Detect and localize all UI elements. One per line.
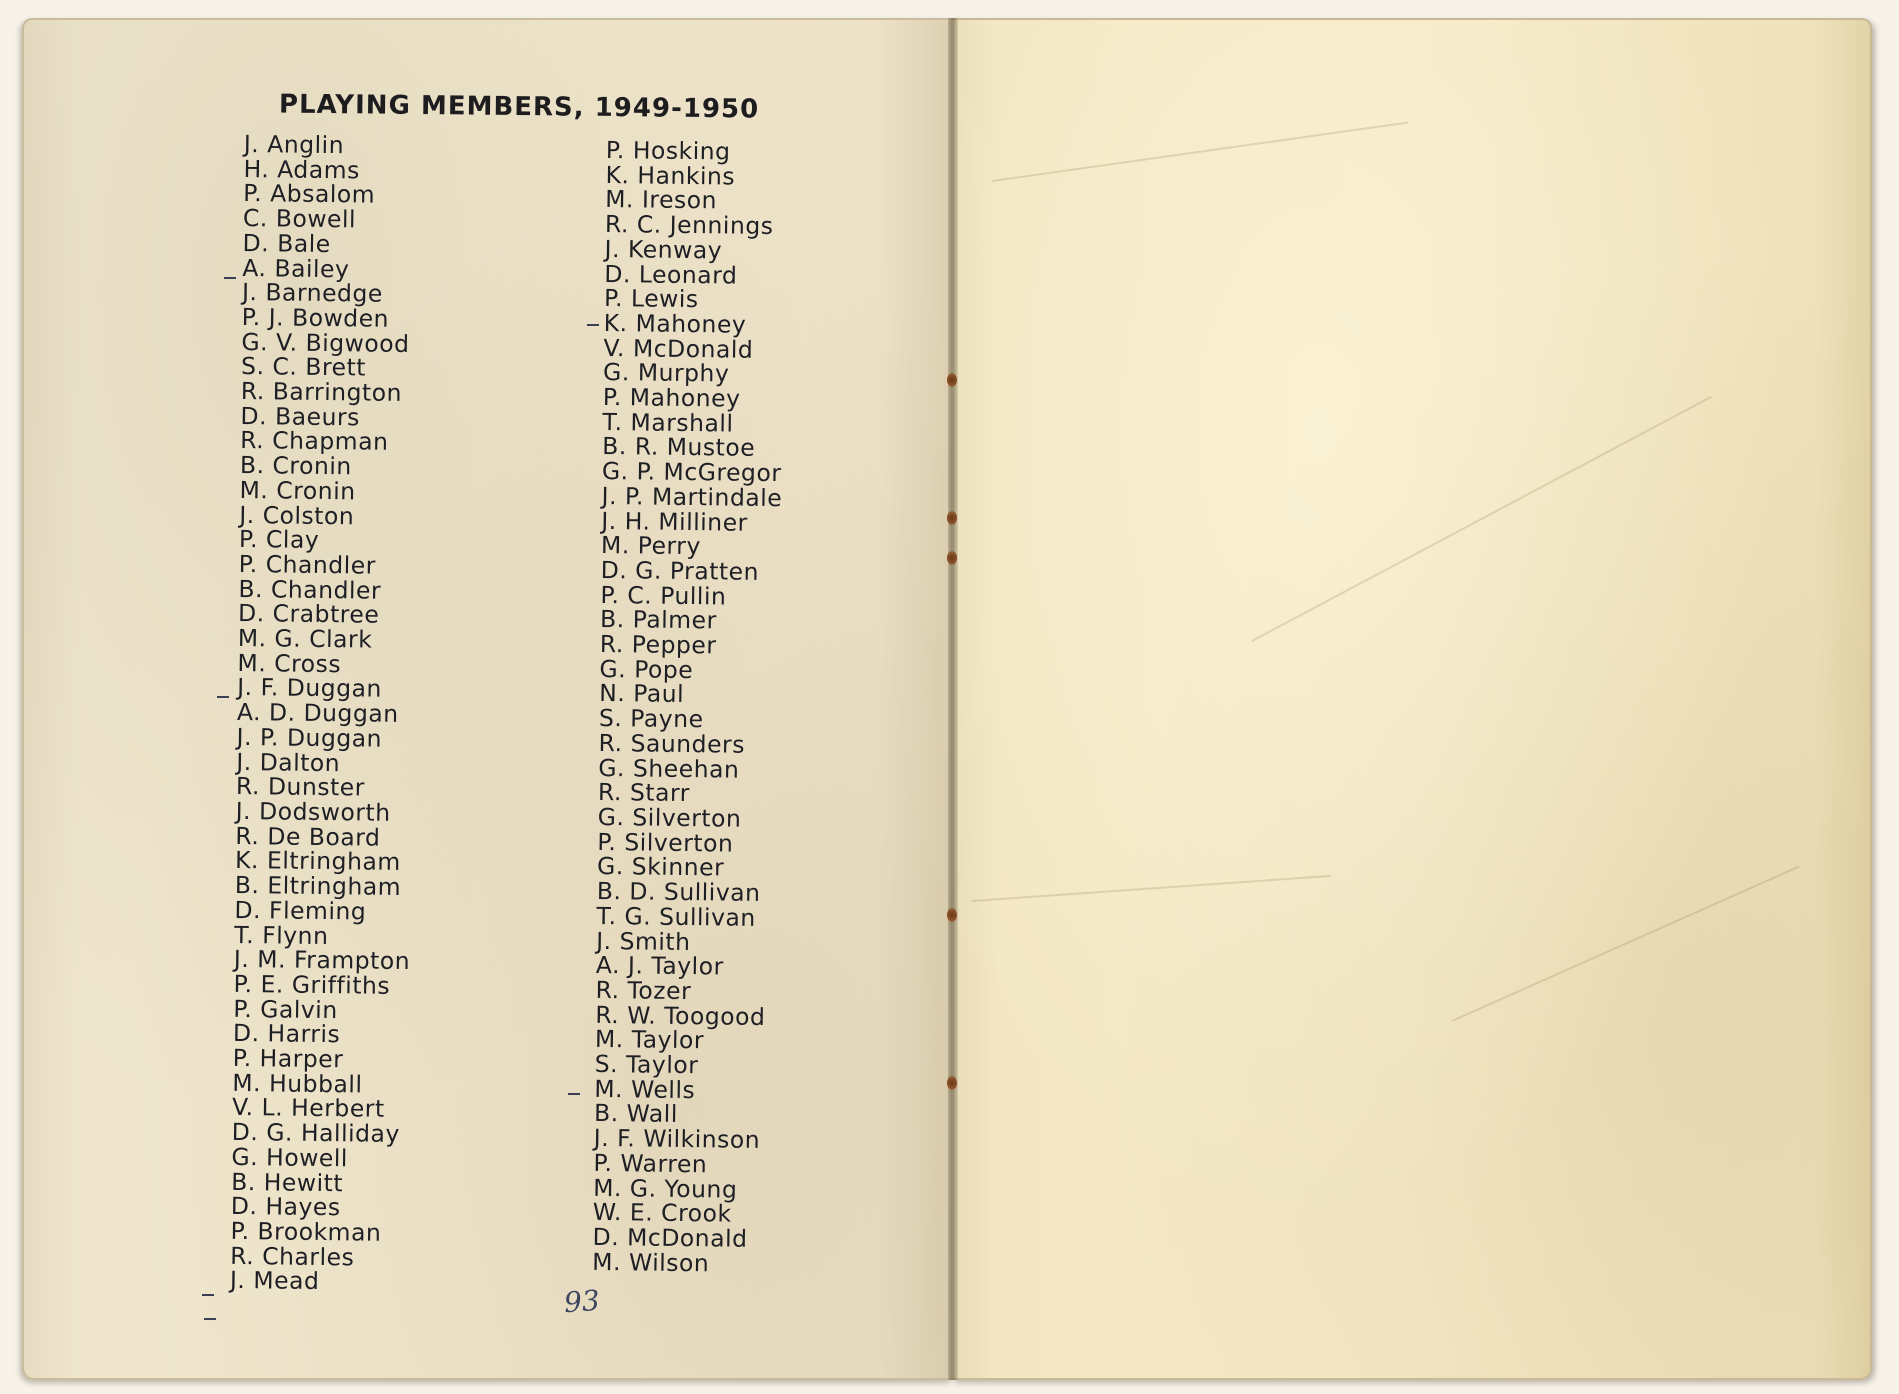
member-name: M. G. Clark: [237, 624, 373, 654]
member-name: P. Lewis: [603, 284, 699, 314]
member-name: N. Paul: [599, 679, 685, 709]
member-name: W. E. Crook: [592, 1198, 732, 1228]
member-name: P. J. Bowden: [241, 302, 390, 333]
left-page: [22, 18, 952, 1380]
member-name: G. Sheehan: [598, 753, 740, 784]
member-name: M. Hubball: [232, 1068, 363, 1099]
member-name: P. Mahoney: [602, 383, 741, 413]
member-name: S. Payne: [598, 704, 704, 734]
member-name: G. Pope: [599, 654, 694, 684]
member-name: S. C. Brett: [240, 352, 367, 382]
member-name: R. Starr: [597, 778, 691, 808]
member-name: K. Mahoney: [603, 308, 747, 339]
staple-hole: [947, 908, 957, 922]
member-name: J. Dodsworth: [235, 796, 391, 827]
member-name: P. Brookman: [230, 1216, 382, 1247]
member-name: D. Crabtree: [237, 599, 380, 630]
member-name: A. D. Duggan: [236, 698, 399, 729]
handwritten-count: 93: [562, 1283, 601, 1320]
member-list-column-1: [230, 132, 420, 1295]
member-name: P. Galvin: [233, 994, 338, 1024]
member-name: B. R. Mustoe: [602, 432, 756, 463]
member-name: B. Chandler: [238, 574, 382, 605]
member-name: R. Dunster: [235, 772, 366, 802]
member-name: G. Skinner: [596, 852, 725, 882]
member-name: J. P. Duggan: [236, 722, 383, 753]
member-name: B. Eltringham: [234, 871, 402, 902]
member-name: P. Absalom: [243, 179, 376, 210]
member-name: R. Tozer: [595, 975, 692, 1006]
member-name: R. Charles: [230, 1241, 355, 1272]
member-name: J. Colston: [239, 500, 355, 530]
pencil-tick-mark: [224, 277, 236, 279]
member-name: J. F. Wilkinson: [593, 1124, 761, 1155]
member-name: J. Smith: [596, 926, 691, 956]
member-name: R. Barrington: [240, 377, 403, 407]
member-name: D. Fleming: [234, 895, 367, 926]
member-name: G. Silverton: [597, 802, 742, 833]
member-name: D. Bale: [242, 228, 331, 258]
member-name: B. D. Sullivan: [596, 877, 761, 908]
member-name: S. Taylor: [594, 1049, 699, 1080]
member-name: M. Perry: [600, 531, 702, 561]
member-name: M. Taylor: [594, 1025, 705, 1055]
member-name: M. Wilson: [592, 1247, 710, 1277]
pencil-tick-mark: [217, 696, 229, 698]
member-list-column-2: [592, 138, 786, 1276]
booklet-spine: [948, 18, 958, 1380]
member-name: P. Hosking: [605, 136, 731, 166]
pencil-tick-mark: [204, 1318, 216, 1320]
pencil-tick-mark: [202, 1294, 214, 1296]
member-name: P. C. Pullin: [600, 580, 727, 611]
member-name: M. Cronin: [239, 475, 356, 506]
member-name: T. Marshall: [602, 407, 734, 438]
member-name: M. Wells: [594, 1074, 696, 1104]
member-name: A. J. Taylor: [595, 951, 724, 981]
member-name: D. Leonard: [604, 259, 738, 290]
member-name: D. G. Halliday: [231, 1118, 401, 1149]
member-name: P. Clay: [238, 525, 320, 555]
member-name: D. G. Pratten: [600, 555, 760, 586]
paper-crease: [972, 875, 1331, 902]
member-name: P. Harper: [232, 1043, 344, 1074]
member-name: R. W. Toogood: [595, 1000, 766, 1031]
member-name: H. Adams: [243, 154, 361, 185]
member-name: P. E. Griffiths: [233, 969, 391, 1000]
paper-crease: [1452, 866, 1800, 1022]
member-name: R. Chapman: [240, 426, 389, 457]
member-name: J. M. Frampton: [233, 945, 411, 976]
member-name: D. Baeurs: [240, 401, 361, 432]
pencil-tick-mark: [568, 1093, 580, 1095]
member-name: J. Kenway: [604, 234, 723, 265]
member-name: V. McDonald: [603, 333, 754, 364]
member-name: J. Anglin: [243, 130, 345, 160]
member-name: A. Bailey: [242, 253, 350, 283]
member-name: K. Eltringham: [234, 846, 401, 877]
member-name: J. Dalton: [236, 747, 341, 777]
member-name: J. Mead: [229, 1266, 320, 1296]
member-name: G. Howell: [231, 1142, 349, 1173]
member-name: T. G. Sullivan: [596, 901, 756, 932]
member-name: J. H. Milliner: [601, 506, 748, 537]
member-name: R. De Board: [235, 821, 381, 852]
staple-hole: [947, 1076, 957, 1090]
member-name: P. Silverton: [597, 827, 734, 858]
member-name: V. L. Herbert: [231, 1093, 385, 1124]
member-name: J. Barnedge: [241, 278, 383, 308]
member-name: R. C. Jennings: [604, 210, 774, 241]
member-name: G. P. McGregor: [601, 457, 782, 488]
paper-crease: [992, 122, 1408, 182]
member-name: M. G. Young: [593, 1173, 738, 1204]
member-name: J. P. Martindale: [601, 481, 783, 513]
page-title: PLAYING MEMBERS, 1949-1950: [278, 89, 760, 125]
member-name: M. Cross: [237, 648, 342, 678]
member-name: P. Warren: [593, 1148, 708, 1179]
pencil-tick-mark: [587, 324, 599, 326]
member-name: D. Hayes: [230, 1192, 341, 1222]
member-name: D. Harris: [232, 1019, 341, 1049]
member-name: B. Wall: [593, 1099, 679, 1129]
member-name: K. Hankins: [605, 160, 736, 191]
right-page: [952, 18, 1872, 1380]
member-name: D. McDonald: [592, 1222, 748, 1253]
paper-crease: [1252, 396, 1712, 642]
member-name: B. Palmer: [599, 605, 717, 635]
staple-hole: [947, 511, 957, 525]
member-name: J. F. Duggan: [237, 673, 383, 704]
member-name: G. V. Bigwood: [241, 327, 410, 358]
booklet: [22, 18, 1872, 1380]
member-name: T. Flynn: [234, 920, 329, 950]
member-name: C. Bowell: [242, 204, 357, 234]
staple-hole: [947, 373, 957, 387]
member-name: R. Saunders: [598, 728, 746, 759]
member-name: B. Hewitt: [231, 1167, 344, 1197]
member-name: B. Cronin: [239, 451, 352, 481]
staple-hole: [947, 551, 957, 565]
member-name: R. Pepper: [599, 630, 717, 660]
member-name: P. Chandler: [238, 549, 377, 580]
member-name: M. Ireson: [605, 185, 718, 215]
member-name: G. Murphy: [602, 358, 730, 388]
